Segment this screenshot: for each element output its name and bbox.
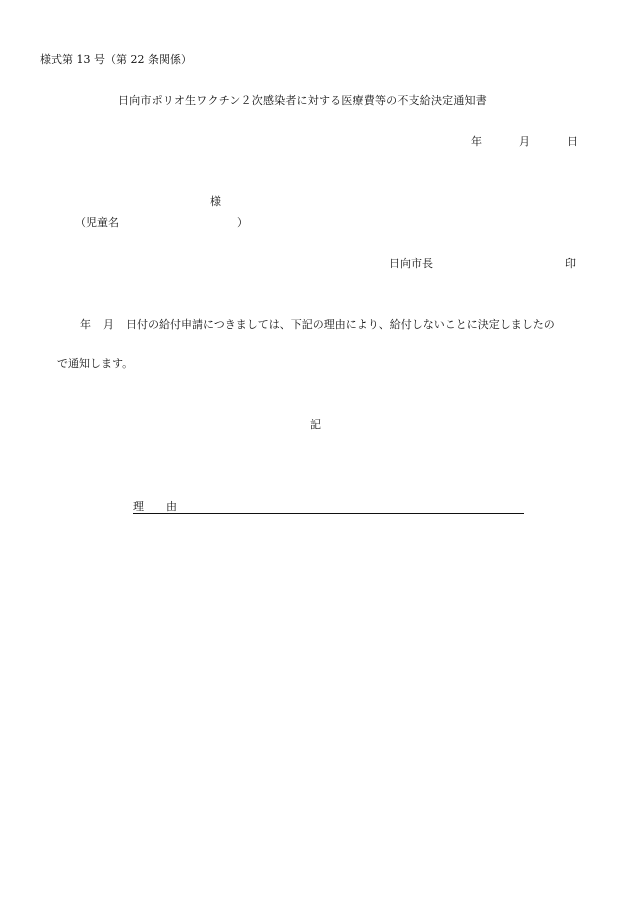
ki-heading: 記 — [310, 418, 321, 431]
date-year-label: 年 — [471, 135, 482, 148]
body-line-1-text: 日付の給付申請につきましては、下記の理由により、給付しないことに決定しましたの — [126, 318, 555, 331]
issuer-title: 日向市長 — [389, 257, 433, 270]
reason-label — [133, 501, 177, 512]
reason-char-1: 理 — [133, 500, 144, 513]
form-number: 様式第 13 号（第 22 条関係） — [40, 53, 192, 66]
body-year-label: 年 — [80, 318, 91, 331]
document-title: 日向市ポリオ生ワクチン２次感染者に対する医療費等の不支給決定通知書 — [118, 94, 487, 107]
child-name-close-paren: ） — [237, 216, 248, 229]
body-month-label: 月 — [103, 318, 114, 331]
child-name-label: （児童名 — [75, 216, 119, 229]
recipient-honorific: 様 — [210, 195, 221, 208]
body-paragraph-line-2: で通知します。 — [57, 357, 134, 370]
reason-char-2: 由 — [166, 500, 177, 513]
reason-underline — [133, 513, 524, 514]
seal-mark: 印 — [565, 257, 576, 270]
date-day-label: 日 — [567, 135, 578, 148]
body-paragraph-line-1 — [80, 319, 555, 330]
date-month-label: 月 — [519, 135, 530, 148]
